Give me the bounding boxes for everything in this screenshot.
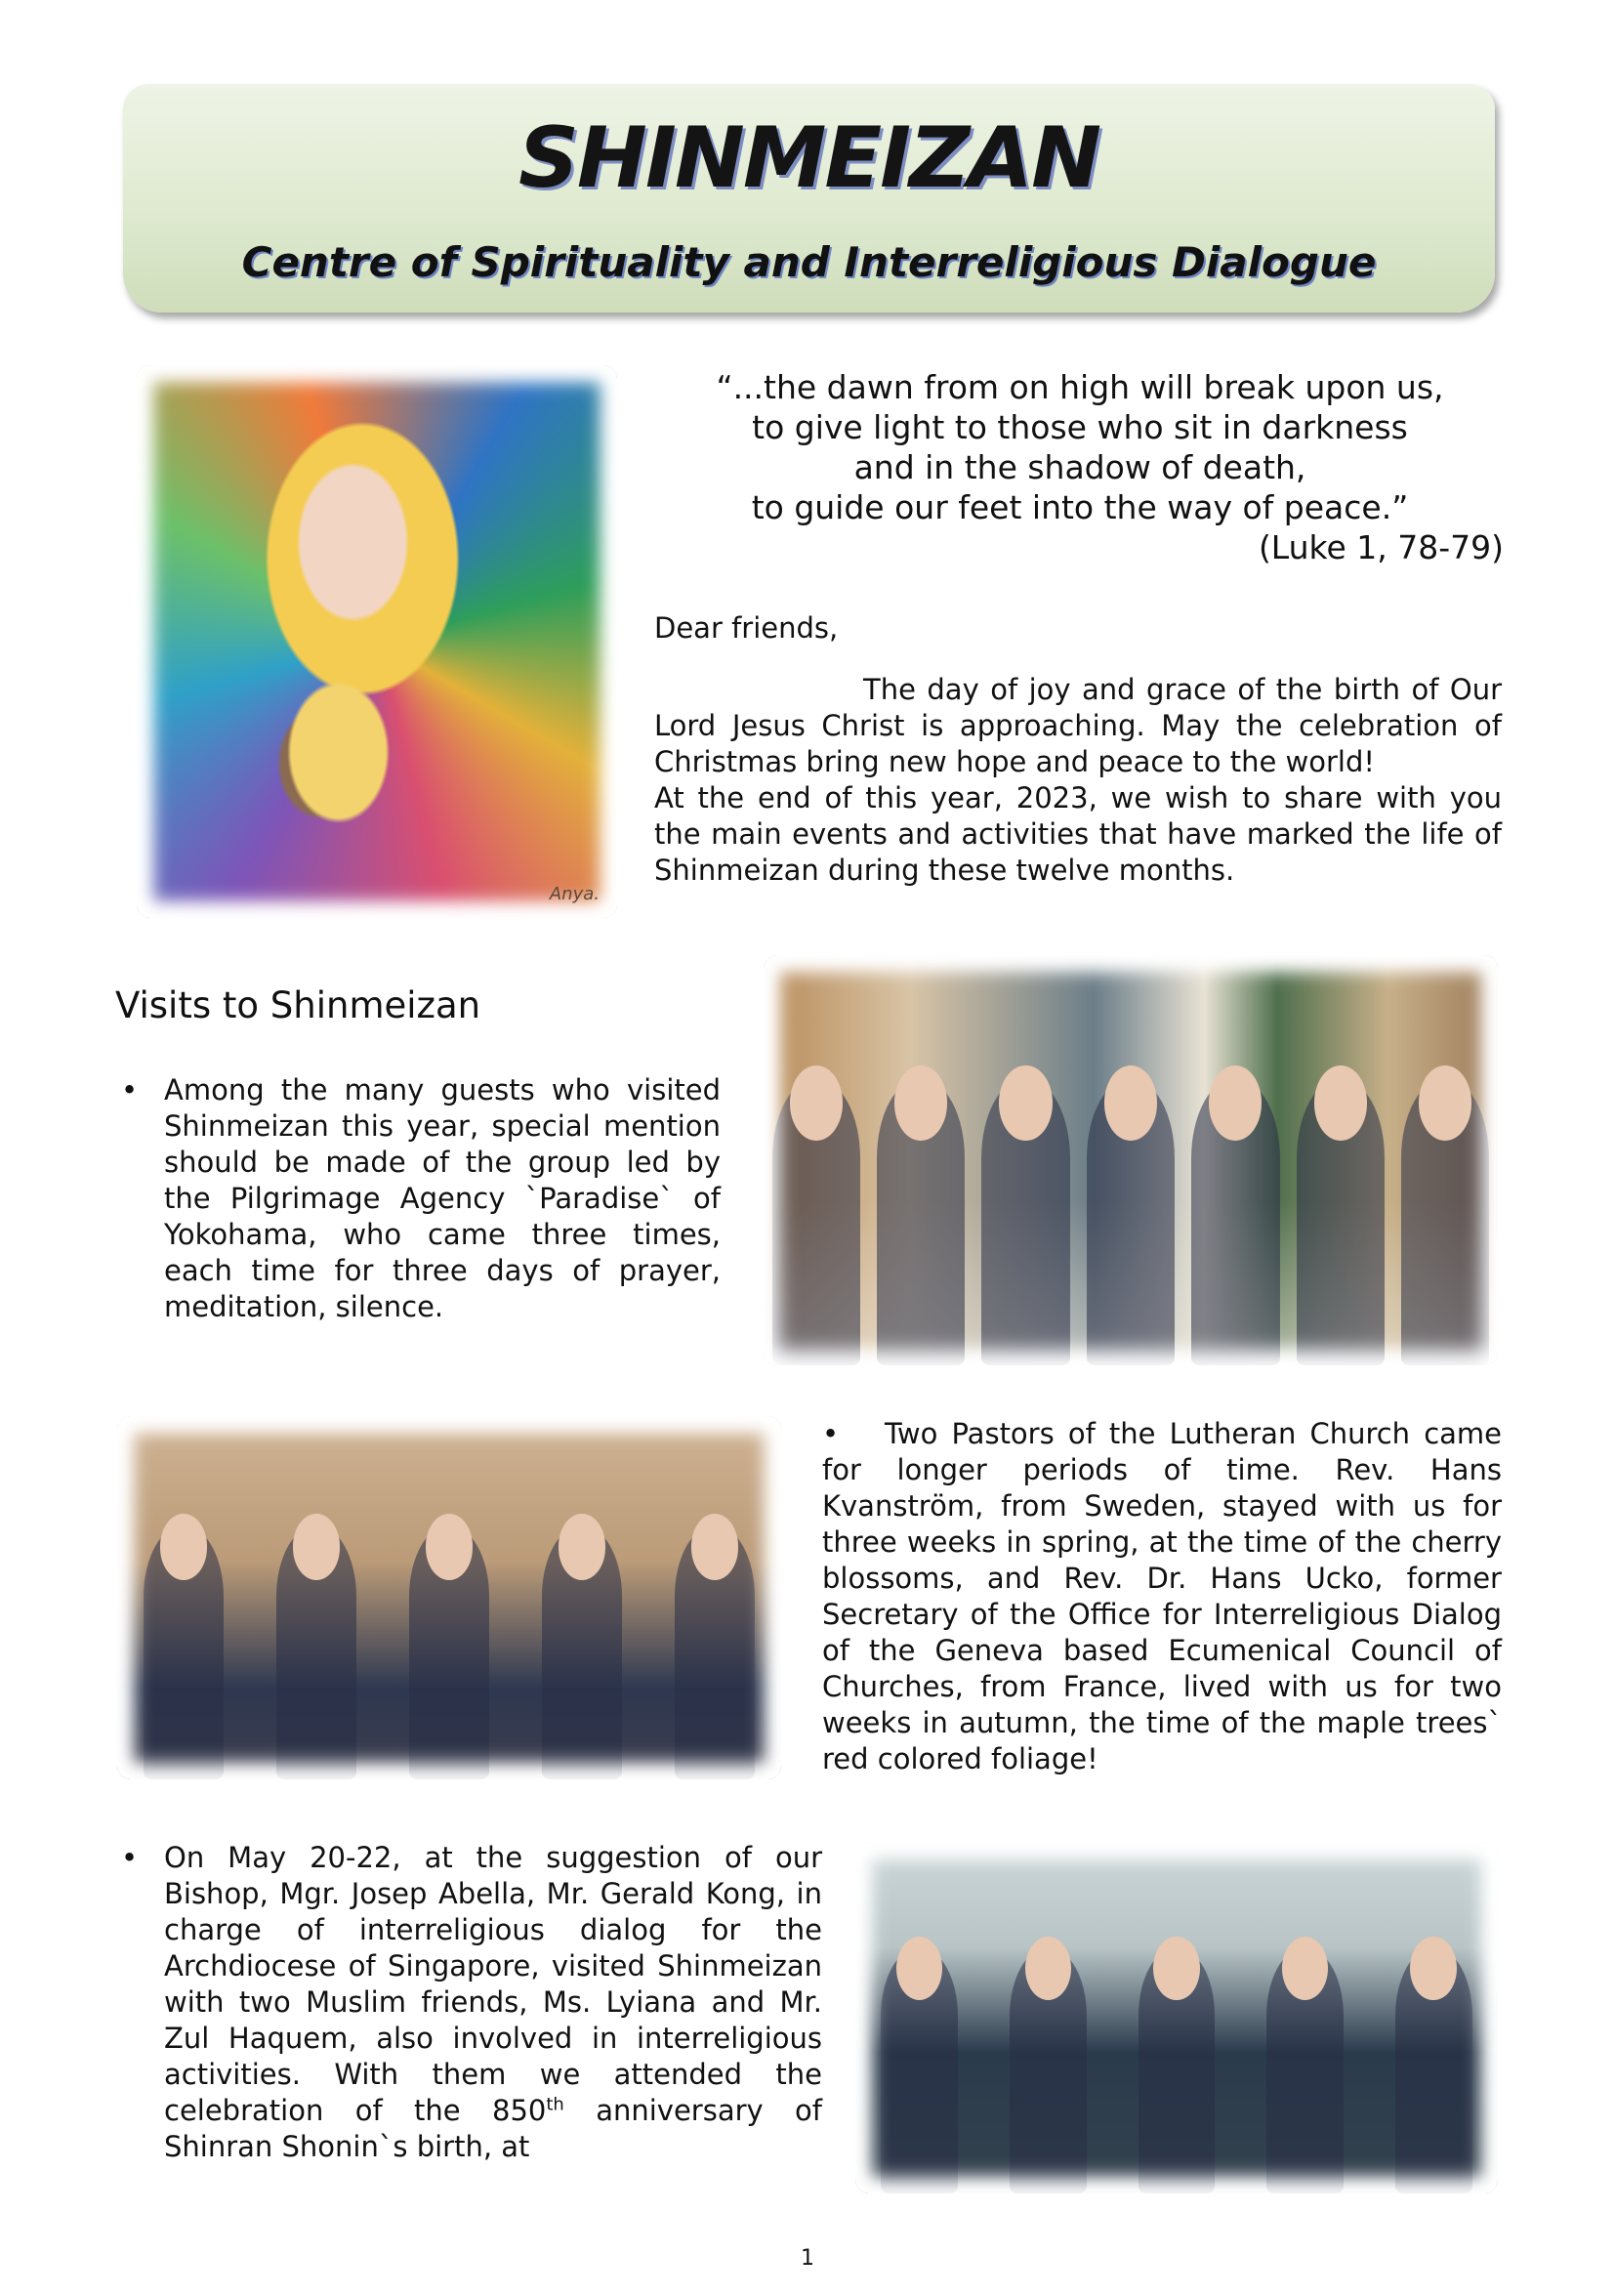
bullet-marker: •	[121, 1073, 139, 1106]
quote-line: to guide our feet into the way of peace.”	[751, 488, 1409, 526]
bullet-marker: •	[822, 1417, 840, 1450]
quote-line: “...the dawn from on high will break upon us,	[716, 368, 1444, 406]
group-photo-pastors-image	[117, 1416, 781, 1779]
madonna-painting-image	[137, 365, 617, 918]
list-item-text: Two Pastors of the Lutheran Church came for longer periods of time. Rev. Hans Kvanström, from Sweden, stayed with us for three weeks in spring, at the time of the cherry blossoms, and Rev. Dr. Hans Ucko, former Secretary of the Office for Interreligious Dialog of the Geneva based Ecumenical Council of Churches, from France, lived with us for two weeks in autumn, the time of the maple trees` red colored foliage!	[822, 1417, 1502, 1775]
intro-paragraph: The day of joy and grace of the birth of Our Lord Jesus Christ is approaching. May the celebration of Christmas bring new hope and peace to the world!	[654, 673, 1502, 778]
page-subtitle: Centre of Spirituality and Interreligious Dialogue	[241, 238, 1377, 286]
group-photo-singapore-visitors-image	[855, 1842, 1498, 2193]
list-item-text-part: anniversary of Shinran Shonin`s birth, at	[164, 2094, 822, 2163]
scripture-quote	[656, 367, 1504, 567]
page-title: SHINMEIZAN	[518, 109, 1100, 207]
letter-greeting: Dear friends,	[654, 611, 839, 645]
list-item-text: Among the many guests who visited Shinmeizan this year, special mention should be made of the group led by the Pilgrimage Agency `Paradise` of Yokohama, who came three times, each time for three days of prayer, meditation, silence.	[164, 1073, 721, 1323]
group-photo-chapel-image	[764, 955, 1498, 1365]
quote-citation: (Luke 1, 78-79)	[1258, 528, 1504, 566]
list-item	[121, 1072, 721, 1325]
section-heading: Visits to Shinmeizan	[115, 984, 481, 1026]
quote-line: and in the shadow of death,	[853, 448, 1306, 486]
list-item	[121, 1840, 822, 2165]
list-item-text	[164, 1840, 822, 2165]
page-number: 1	[801, 2246, 814, 2271]
list-item	[822, 1416, 1502, 1777]
list-item-text-part: On May 20-22, at the suggestion of our Bishop, Mgr. Josep Abella, Mr. Gerald Kong, in charge of interreligious dialog for the Archdiocese of Singapore, visited Shinmeizan with two Muslim friends, Ms. Lyiana and Mr. Zul Haquem, also involved in interreligious activities. With them we attended the celebration of the 850	[164, 1841, 822, 2127]
painting-signature: Anya.	[549, 884, 600, 904]
ordinal-suffix: th	[546, 2094, 564, 2115]
bullet-marker: •	[121, 1841, 139, 1874]
quote-line: to give light to those who sit in darkness	[752, 408, 1408, 446]
letter-intro	[654, 672, 1502, 889]
intro-paragraph: At the end of this year, 2023, we wish to share with you the main events and activities that have marked the life of Shinmeizan during these twelve months.	[654, 781, 1502, 887]
